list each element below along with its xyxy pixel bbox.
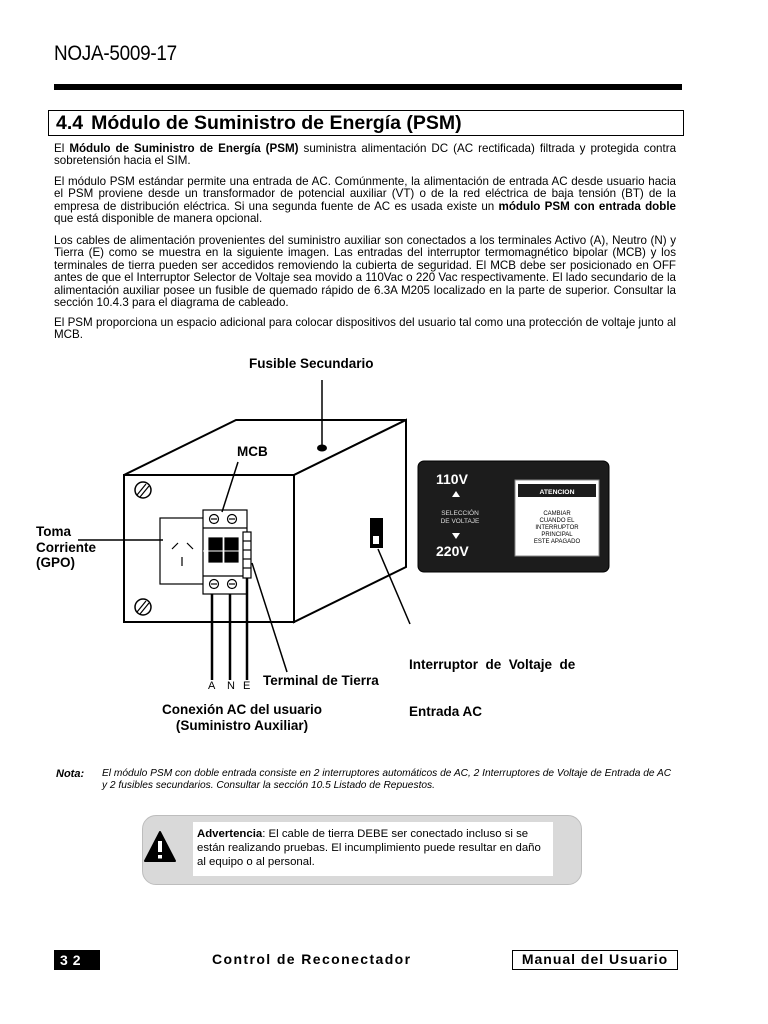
gpo-label-line-3: (GPO): [36, 555, 75, 570]
warning-text: [197, 827, 547, 869]
panel-attention-line-2: CUANDO EL: [539, 518, 575, 524]
terminal-n-label: N: [227, 680, 235, 692]
fuse-label: Fusible Secundario: [249, 356, 374, 371]
gpo-label-line-2: Corriente: [36, 539, 97, 555]
paragraph-4: El PSM proporciona un espacio adicional para colocar dispositivos del usuario tal como una protección de voltaje junto al MCB.: [54, 316, 676, 342]
voltage-selector-panel: [418, 461, 609, 572]
panel-selector-line-1: SELECCIÓN: [441, 510, 479, 517]
gpo-label: [36, 524, 96, 571]
panel-attention-line-4: PRINCIPAL: [541, 532, 573, 538]
screw-bottom-icon: [135, 599, 151, 615]
page-number: 32: [54, 950, 100, 970]
paragraph-2-start: El módulo PSM estándar permite una entrada de AC. Comúnmente, la alimentación de entrada AC desde usuario hacia el PSM proviene desde un transformador de potencial auxiliar (VT) o de la red eléctrica de baja tensión (BT) de la empresa de distribución eléctrica. Si una segunda fuente de AC es usada existe un: [54, 175, 676, 213]
panel-selector-line-2: DE VOLTAJE: [440, 518, 480, 525]
section-number: 4.4: [56, 112, 84, 134]
voltage-switch-icon: [370, 518, 383, 548]
warning-body: : El cable de tierra DEBE ser conectado incluso si se están realizando pruebas. El incumplimiento puede resultar en daño al equipo o al personal.: [197, 828, 541, 868]
earth-terminal-label: Terminal de Tierra: [263, 673, 379, 688]
paragraph-1-end: suministra alimentación DC (AC rectificada) filtrada y protegida contra sobretensión hacia el SIM.: [54, 142, 677, 168]
section-title-text: Módulo de Suministro de Energía (PSM): [91, 112, 462, 134]
note-label: Nota:: [56, 768, 85, 780]
voltage-switch-label-line-2: Entrada AC: [409, 703, 483, 719]
panel-110v-label: 110V: [436, 471, 468, 487]
panel-220v-label: 220V: [436, 543, 469, 559]
footer-title: Control de Reconectador: [212, 951, 412, 967]
screw-top-icon: [135, 482, 151, 498]
voltage-switch-label-line-1: Interruptor de Voltaje de: [409, 657, 576, 672]
note-text: El módulo PSM con doble entrada consiste en 2 interruptores automáticos de AC, 2 Interruptores de Voltaje de Entrada de AC y 2 fusibles secundarios. Consultar la sección 10.5 Listado de Repuestos.: [102, 768, 672, 792]
paragraph-1-bold: Módulo de Suministro de Energía (PSM): [69, 142, 299, 155]
paragraph-1-start: El: [54, 142, 70, 155]
ac-connection-label: [130, 702, 354, 733]
terminal-e-label: E: [243, 680, 251, 692]
mcb-label: MCB: [237, 444, 268, 459]
ac-connection-label-line-2: (Suministro Auxiliar): [175, 717, 309, 733]
terminal-a-label: A: [208, 680, 216, 692]
paragraph-2-bold: módulo PSM con entrada doble: [498, 199, 676, 213]
document-id: NOJA-5009-17: [54, 42, 177, 65]
paragraph-2-end: que está disponible de manera opcional.: [54, 212, 263, 226]
voltage-switch-label: [409, 626, 605, 735]
panel-attention-line-3: INTERRUPTOR: [535, 525, 579, 531]
panel-attention-title: ATENCION: [539, 489, 575, 496]
ac-connection-label-line-1: Conexión AC del usuario: [161, 702, 323, 717]
mcb-icon: [203, 510, 251, 594]
panel-attention-line-5: ESTE APAGADO: [533, 539, 581, 545]
gpo-outlet-icon: [160, 518, 204, 584]
exclamation-triangle-icon: [143, 830, 177, 864]
panel-attention-line-1: CAMBIAR: [543, 511, 571, 517]
warning-bold: Advertencia: [197, 828, 263, 840]
footer-manual: Manual del Usuario: [512, 950, 678, 970]
paragraph-3: Los cables de alimentación provenientes del suministro auxiliar son conectados a los terminales Activo (A), Neutro (N) y Tierra (E) como se muestra en la siguiente imagen. Las entradas del interruptor termomagnético bipolar (MCB) y los terminales de tierra pueden ser accedidos removiendo la cubierta de seguridad. El MCB debe ser posicionado en OFF antes de que el Interruptor Selector de Voltaje sea movido a 110Vac o 220 Vac respectivamente. El lado secundario de la alimentación auxiliar posee un fusible de quemado rápido de 6.3A M205 localizado en la parte de superior. Consultar la sección 10.4.3 para el diagrama de cableado.: [54, 234, 676, 310]
gpo-label-line-1: Toma: [36, 524, 72, 539]
